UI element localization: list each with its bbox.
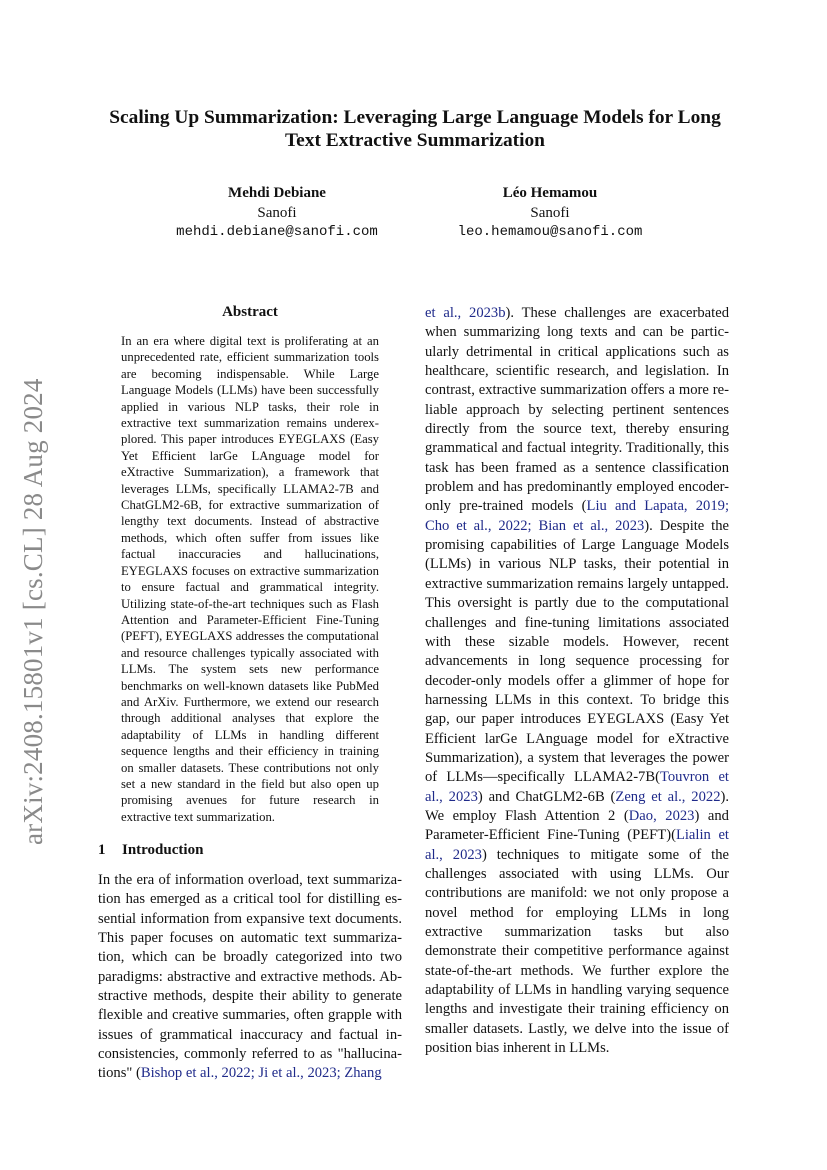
citation-link[interactable]: Bishop et al., 2022; Ji et al., 2023; Zhang bbox=[140, 1065, 382, 1082]
author-name: Léo Hemamou bbox=[502, 185, 598, 201]
author-affiliation: Sanofi bbox=[257, 204, 297, 221]
author-affiliation: Sanofi bbox=[530, 204, 570, 221]
abstract-text: In an era where digital text is proliferating at an unprecedented rate, efficient summarization tools are becoming indispensable. While Large Language Models (LLMs) have been successfully applied in various NLP tasks, their role in extractive text summarization remains underexplored. This paper introduces EYEGLAXS (Easy Yet Efficient larGe LAnguage model for eXtractive Summarization), a framework that leverages LLMs, specifically LLAMA2-7B and ChatGLM2-6B, for extractive summarization of lengthy text documents. Instead of abstractive methods, which often suffer from issues like factual inaccuracies and hallucinations, EYEGLAXS focuses on extractive summarization to ensure factual and grammatical integrity. Utilizing state-of-the-art techniques such as Flash Attention and Parameter-Efficient Fine-Tuning (PEFT), EYEGLAXS addresses the computational and resource challenges typically associated with LLMs. The system sets new performance benchmarks on well-known datasets like PubMed and ArXiv. Furthermore, we extend our research through additional analyses that explore the adaptability of LLMs in handling different sequence lengths and their efficiency in training on smaller datasets. These contributions not only set a new standard in the field but also open up promising avenues for future research in extractive text summarization. bbox=[121, 334, 379, 824]
section-number: 1 bbox=[98, 842, 106, 858]
intro-paragraph-left bbox=[98, 871, 402, 1084]
citation-link[interactable]: Liu and Lapata, 2019; Cho et al., 2022; Bian et al., 2023 bbox=[425, 498, 730, 534]
intro-paragraph-right bbox=[425, 304, 729, 1058]
citation-link[interactable]: Lialin et al., 2023 bbox=[425, 827, 729, 863]
citation-link[interactable]: Zeng et al., 2022 bbox=[615, 788, 721, 805]
author-block bbox=[147, 184, 407, 243]
body-text: ) techniques to mitigate some of the challenges associated with using LLMs. Our contributions are manifold: we not only propose a novel method for employing LLMs in long extractive summarization tasks but also demonstrate their competitive performance against state-of-the-art methods. We further explore the adaptability of LLMs in handling varying sequence lengths and investigate their training efficiency on smaller datasets. Lastly, we delve into the issue of position bias inherent in LLMs. bbox=[425, 846, 729, 1057]
section-title: Introduction bbox=[122, 842, 204, 858]
author-email[interactable]: mehdi.debiane@sanofi.com bbox=[176, 224, 378, 240]
author-name: Mehdi Debiane bbox=[228, 185, 326, 201]
body-text: ) and Parameter-Efficient Fine-Tuning (PEFT)( bbox=[425, 807, 729, 844]
paper-title: Scaling Up Summarization: Leveraging Large Language Models for Long Text Extractive Summarization bbox=[109, 107, 721, 151]
section-heading bbox=[98, 842, 203, 859]
citation-link[interactable]: Touvron et al., 2023 bbox=[425, 769, 729, 805]
citation-link[interactable]: Dao, 2023 bbox=[628, 807, 695, 824]
body-text: ). Despite the promising capabilities of Large Language Models (LLMs) in various NLP tasks, their potential in extractive summarization remains largely untapped. This oversight is partly due to the computational challenges and fine-tuning limitations associated with these sizable models. However, recent advancements in long sequence processing for decoder-only models offer a glimmer of hope for harnessing LLMs in this context. To bridge this gap, our paper introduces EYEGLAXS (Easy Yet Efficient larGe LAnguage model for eXtractive Summarization), a system that leverages the power of LLMs—specifically LLAMA2-7B( bbox=[425, 517, 729, 786]
body-text: ) and ChatGLM2-6B ( bbox=[477, 788, 616, 805]
body-text: ). These challenges are exacerbated when summarizing long texts and can be particularly detrimental in critical applications such as healthcare, scientific research, and legislation. In contrast, extractive summarization offers a more reliable approach by selecting pertinent sentences directly from the source text, thereby ensuring grammatical and factual integrity. Traditionally, this task has been framed as a sentence classification problem and has predominantly employed encoder-only pre-trained models ( bbox=[425, 305, 729, 515]
citation-link[interactable]: et al., 2023b bbox=[425, 305, 506, 321]
author-block bbox=[420, 184, 680, 243]
body-text: ). We employ Flash Attention 2 ( bbox=[425, 788, 730, 824]
arxiv-watermark: arXiv:2408.15801v1 [cs.CL] 28 Aug 2024 bbox=[18, 378, 48, 845]
abstract-heading: Abstract bbox=[222, 304, 278, 320]
body-text: In the era of information overload, text summarization has emerged as a critical tool for distilling essential information from expansive text documents. This paper focuses on automatic text summarization, which can be broadly categorized into two paradigms: abstractive and extractive methods. Abstractive methods, despite their ability to generate flexible and creative summaries, often grapple with issues of grammatical inaccuracy and factual inconsistencies, commonly referred to as "hallucinations" ( bbox=[98, 872, 402, 1082]
author-email[interactable]: leo.hemamou@sanofi.com bbox=[457, 224, 643, 240]
